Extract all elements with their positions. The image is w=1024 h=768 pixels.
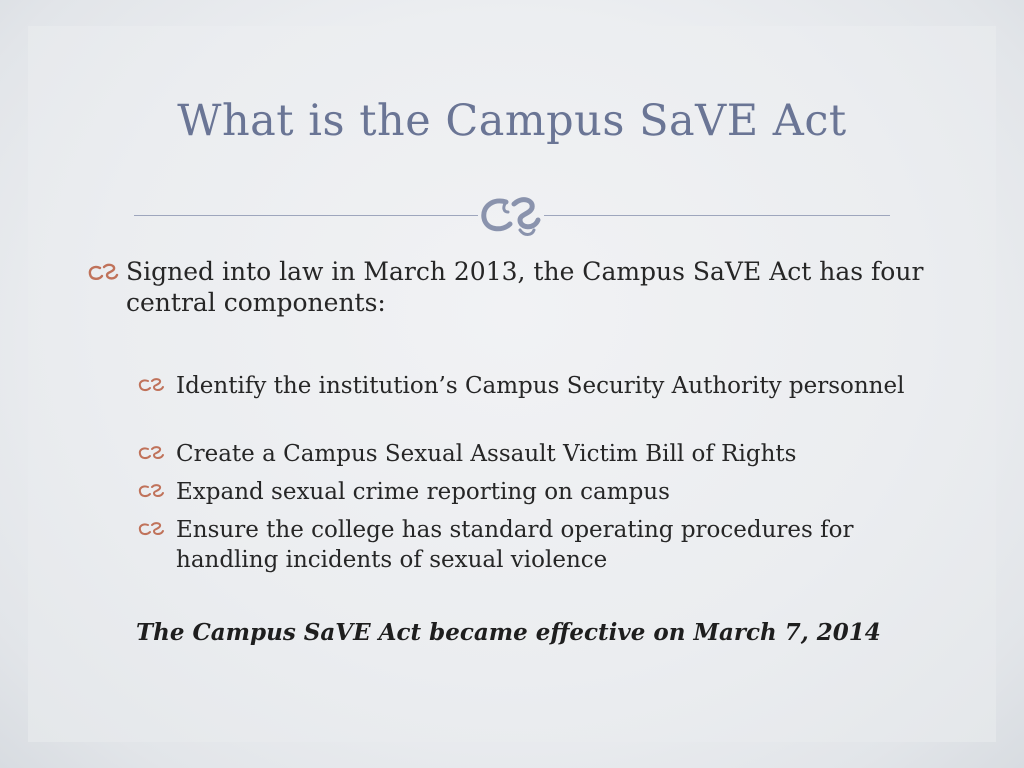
title-divider-left: [134, 215, 478, 216]
slide-title: What is the Campus SaVE Act: [177, 96, 847, 146]
main-bullet: [86, 256, 946, 318]
sub-bullet-text: Create a Campus Sexual Assault Victim Bill of Rights: [176, 441, 797, 467]
fleuron-small-icon: [136, 515, 176, 543]
sub-bullet-text: Identify the institution’s Campus Security Authority personnel: [176, 373, 905, 399]
effective-date-note: The Campus SaVE Act became effective on March 7, 2014: [136, 619, 881, 646]
fleuron-bullet-icon: [86, 256, 126, 286]
title-divider-right: [544, 215, 890, 216]
fleuron-small-icon: [136, 371, 176, 399]
fleuron-ornament-icon: [476, 190, 546, 240]
fleuron-small-icon: [136, 477, 176, 505]
sub-bullet-4: [136, 515, 906, 575]
fleuron-small-icon: [136, 439, 176, 467]
sub-bullet-text: Expand sexual crime reporting on campus: [176, 479, 670, 505]
sub-bullet-2: [136, 439, 906, 469]
sub-bullet-1: [136, 371, 906, 401]
sub-bullet-3: [136, 477, 906, 507]
main-bullet-text: Signed into law in March 2013, the Campus SaVE Act has four central components:: [126, 257, 924, 317]
sub-bullet-text: Ensure the college has standard operating procedures for handling incidents of sexual violence: [176, 517, 854, 573]
